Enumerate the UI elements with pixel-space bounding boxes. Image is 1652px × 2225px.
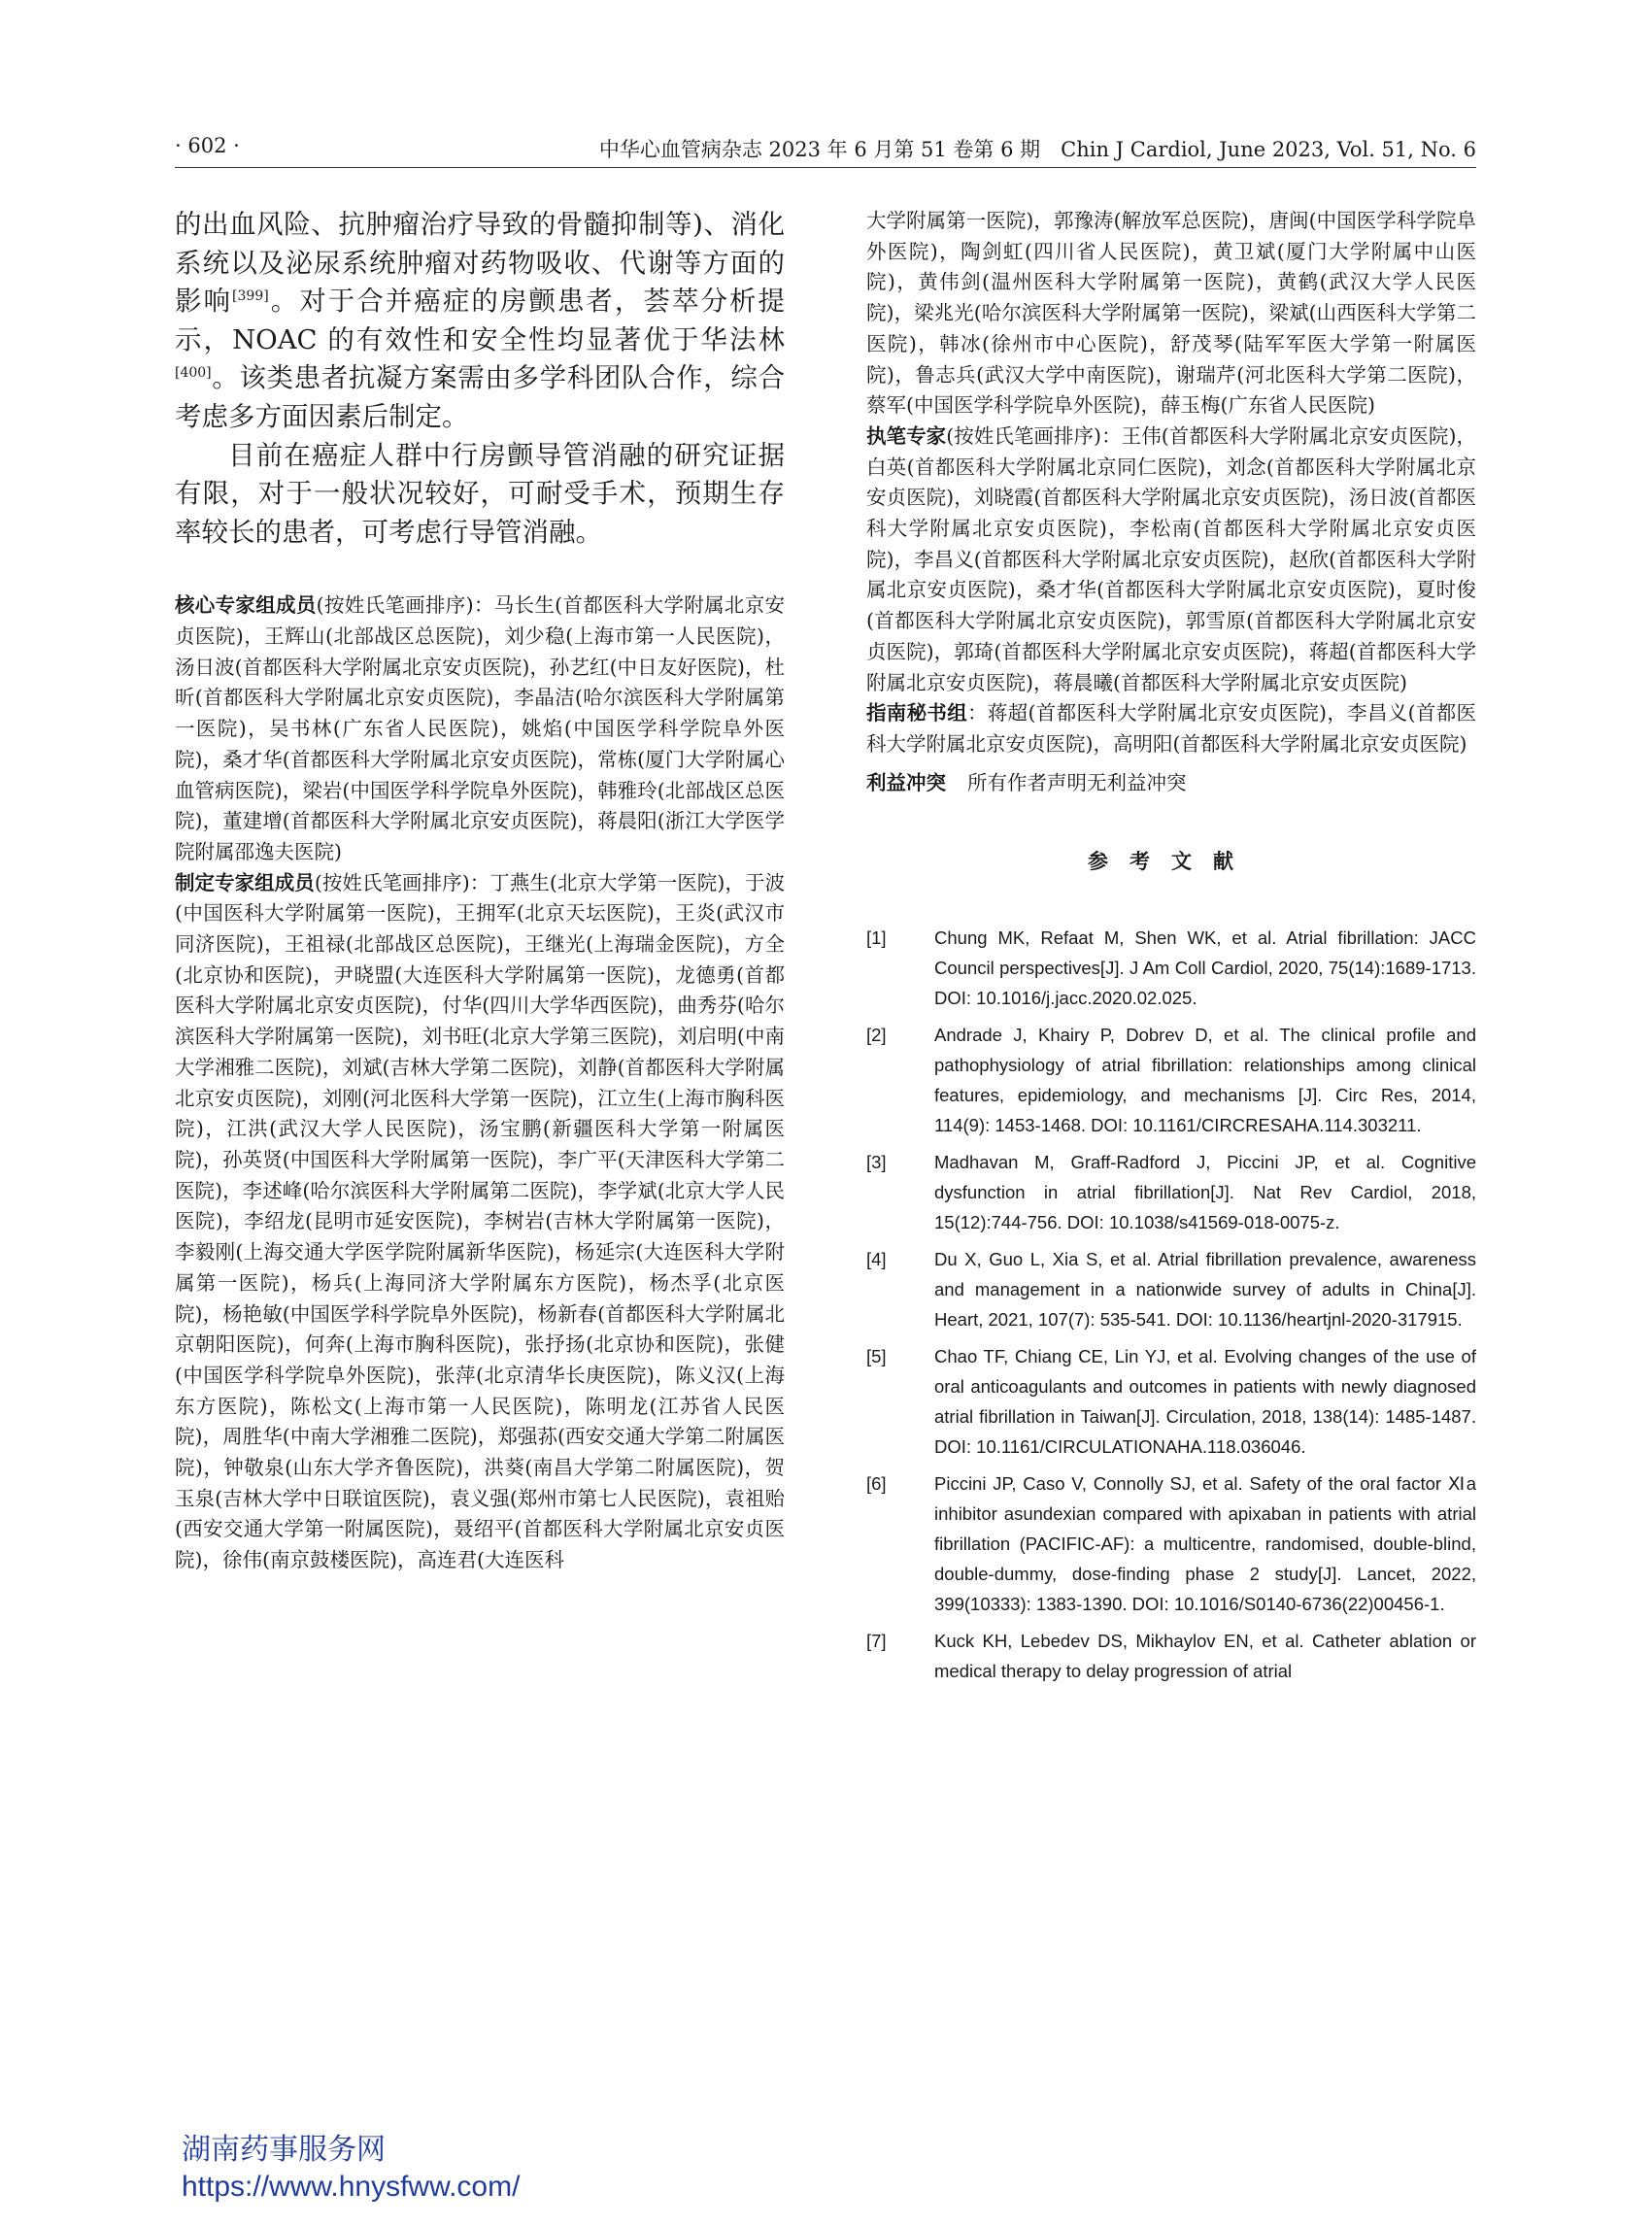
reference-item (866, 1244, 1476, 1334)
reference-list (866, 923, 1476, 1686)
watermark-url-link[interactable]: https://www.hnysfww.com/ (182, 2171, 521, 2203)
reference-number: [3] (866, 1152, 887, 1173)
drafting-expert-group (175, 868, 785, 1576)
writing-expert-group (866, 421, 1476, 698)
secretary-list: ：蒋超(首都医科大学附属北京安贞医院)，李昌义(首都医科大学附属北京安贞医院)，高明阳(首都医科大学附属北京安贞医院) (866, 701, 1477, 756)
left-column (175, 206, 785, 1576)
journal-running-head: 中华心血管病杂志 2023 年 6 月第 51 卷第 6 期 Chin J Cardiol, June 2023, Vol. 51, No. 6 (598, 138, 1476, 161)
references-heading: 参考文献 (1088, 850, 1255, 874)
reference-item (866, 1341, 1476, 1462)
site-watermark (182, 2132, 520, 2206)
drafting-expert-list: (按姓氏笔画排序)：丁燕生(北京大学第一医院)，于波(中国医科大学附属第一医院)，王拥军(北京天坛医院)，王炎(武汉市同济医院)，王祖禄(北部战区总医院)，王继光(上海瑞金医院)，方全(北京协和医院)，尹晓盟(大连医科大学附属第一医院)，龙德勇(首都医科大学附属北京安贞医院)，付华(四川大学华西医院)，曲秀芬(哈尔滨医科大学附属第一医院)，刘书旺(北京大学第三医院)，刘启明(中南大学湘雅二医院)，刘斌(吉林大学第二医院)，刘静(首都医科大学附属北京安贞医院)，刘刚(河北医科大学第一医院)，江立生(上海市胸科医院)，江洪(武汉大学人民医院)，汤宝鹏(新疆医科大学第一附属医院)，孙英贤(中国医科大学附属第一医院)，李广平(天津医科大学第二医院)，李述峰(哈尔滨医科大学附属第二医院)，李学斌(北京大学人民医院)，李绍龙(昆明市延安医院)，李树岩(吉林大学附属第一医院)，李毅刚(上海交通大学医学院附属新华医院)，杨延宗(大连医科大学附属第一医院)，杨兵(上海同济大学附属东方医院)，杨杰孚(北京医院)，杨艳敏(中国医学科学院阜外医院)，杨新春(首都医科大学附属北京朝阳医院)，何奔(上海市胸科医院)，张抒扬(北京协和医院)，张健(中国医学科学院阜外医院)，张萍(北京清华长庚医院)，陈义汉(上海东方医院)，陈松文(上海市第一人民医院)，陈明龙(江苏省人民医院)，周胜华(中南大学湘雅二医院)，郑强荪(西安交通大学第二附属医院)，钟敬泉(山东大学齐鲁医院)，洪葵(南昌大学第二附属医院)，贺玉泉(吉林大学中日联谊医院)，袁义强(郑州市第七人民医院)，袁祖贻(西安交通大学第一附属医院)，聂绍平(首都医科大学附属北京安贞医院)，徐伟(南京鼓楼医院)，高连君(大连医科 (175, 870, 785, 1572)
core-expert-label: 核心专家组成员 (175, 593, 317, 618)
body-paragraph-1: 的出血风险、抗肿瘤治疗导致的骨髓抑制等)、消化系统以及泌尿系统肿瘤对药物吸收、代谢等方面的影响[399]。对于合并癌症的房颤患者，荟萃分析提示，NOAC 的有效性和安全性均显著优于华法林[400]。该类患者抗凝方案需由多学科团队合作，综合考虑多方面因素后制定。 (175, 209, 786, 432)
reference-text: Du X, Guo L, Xia S, et al. Atrial fibrillation prevalence, awareness and management in a nationwide survey of adults in China[J]. Heart, 2021, 107(7): 535-541. DOI: 10.1136/heartjnl-2020-317915. (934, 1249, 1476, 1331)
writing-expert-list: (按姓氏笔画排序)：王伟(首都医科大学附属北京安贞医院)，白英(首都医科大学附属北京同仁医院)，刘念(首都医科大学附属北京安贞医院)，刘晓霞(首都医科大学附属北京安贞医院)，汤日波(首都医科大学附属北京安贞医院)，李松南(首都医科大学附属北京安贞医院)，李昌义(首都医科大学附属北京安贞医院)，赵欣(首都医科大学附属北京安贞医院)，桑才华(首都医科大学附属北京安贞医院)，夏时俊(首都医科大学附属北京安贞医院)，郭雪原(首都医科大学附属北京安贞医院)，郭琦(首都医科大学附属北京安贞医院)，蒋超(首都医科大学附属北京安贞医院)，蒋晨曦(首都医科大学附属北京安贞医院) (866, 423, 1476, 694)
conflict-of-interest-label: 利益冲突 (866, 770, 946, 794)
core-expert-list: (按姓氏笔画排序)：马长生(首都医科大学附属北京安贞医院)，王辉山(北部战区总医院)，刘少稳(上海市第一人民医院)，汤日波(首都医科大学附属北京安贞医院)，孙艺红(中日友好医院)，杜昕(首都医科大学附属北京安贞医院)，李晶洁(哈尔滨医科大学附属第一医院)，吴书林(广东省人民医院)，姚焰(中国医学科学院阜外医院)，桑才华(首都医科大学附属北京安贞医院)，常栋(厦门大学附属心血管病医院)，梁岩(中国医学科学院阜外医院)，韩雅玲(北部战区总医院)，董建增(首都医科大学附属北京安贞医院)，蒋晨阳(浙江大学医学院附属邵逸夫医院) (175, 593, 786, 863)
page-header (175, 134, 1476, 168)
reference-text: Kuck KH, Lebedev DS, Mikhaylov EN, et al. Catheter ablation or medical therapy to delay progression of atrial (934, 1631, 1476, 1682)
reference-text: Andrade J, Khairy P, Dobrev D, et al. The clinical profile and pathophysiology of atrial fibrillation: relationships among clinical features, epidemiology, and mechanisms [J]. Circ Res, 2014, 114(9): 1453-1468. DOI: 10.1161/CIRCRESAHA.114.303211. (934, 1025, 1476, 1136)
drafting-expert-list-continued: 大学附属第一医院)，郭豫涛(解放军总医院)，唐闽(中国医学科学院阜外医院)，陶剑虹(四川省人民医院)，黄卫斌(厦门大学附属中山医院)，黄伟剑(温州医科大学附属第一医院)，黄鹤(武汉大学人民医院)，梁兆光(哈尔滨医科大学附属第一医院)，梁斌(山西医科大学第二医院)，韩冰(徐州市中心医院)，舒茂琴(陆军军医大学第一附属医院)，鲁志兵(武汉大学中南医院)，谢瑞芹(河北医科大学第二医院)，蔡军(中国医学科学院阜外医院)，薛玉梅(广东省人民医院) (866, 209, 1476, 418)
reference-number: [4] (866, 1249, 887, 1270)
reference-text: Madhavan M, Graff-Radford J, Piccini JP, et al. Cognitive dysfunction in atrial fibrillation[J]. Nat Rev Cardiol, 2018, 15(12):744-756. DOI: 10.1038/s41569-018-0075-z. (934, 1152, 1476, 1233)
drafting-expert-label: 制定专家组成员 (175, 870, 315, 894)
reference-item (866, 1147, 1476, 1237)
reference-number: [1] (866, 927, 887, 949)
citation-400[interactable]: [400] (175, 365, 212, 382)
page-number: · 602 · (175, 134, 240, 157)
secretary-group (866, 698, 1476, 759)
reference-item (866, 923, 1476, 1013)
conflict-of-interest (866, 768, 1476, 799)
watermark-site-name: 湖南药事服务网 (182, 2134, 386, 2166)
reference-text: Piccini JP, Caso V, Connolly SJ, et al. Safety of the oral factor Ⅺa inhibitor asundexian compared with apixaban in patients with atrial fibrillation (PACIFIC-AF): a multicentre, randomised, double-blind, double-dummy, dose-finding phase 2 study[J]. Lancet, 2022, 399(10333): 1383-1390. DOI: 10.1016/S0140-6736(22)00456-1. (934, 1473, 1476, 1615)
reference-number: [5] (866, 1346, 887, 1367)
body-paragraph-2: 目前在癌症人群中行房颤导管消融的研究证据有限，对于一般状况较好，可耐受手术，预期生存率较长的患者，可考虑行导管消融。 (175, 439, 785, 548)
reference-item (866, 1468, 1476, 1619)
reference-number: [6] (866, 1473, 887, 1495)
writing-expert-label: 执笔专家 (866, 423, 947, 448)
reference-text: Chung MK, Refaat M, Shen WK, et al. Atrial fibrillation: JACC Council perspectives[J]. J Am Coll Cardiol, 2020, 75(14):1689-1713. DOI: 10.1016/j.jacc.2020.02.025. (934, 927, 1476, 1009)
conflict-of-interest-text: 所有作者声明无利益冲突 (967, 770, 1187, 794)
reference-number: [2] (866, 1025, 887, 1046)
reference-item (866, 1020, 1476, 1140)
core-expert-group (175, 590, 785, 867)
reference-number: [7] (866, 1631, 887, 1652)
reference-text: Chao TF, Chiang CE, Lin YJ, et al. Evolving changes of the use of oral anticoagulants and outcomes in patients with newly diagnosed atrial fibrillation in Taiwan[J]. Circulation, 2018, 138(14): 1485-1487. DOI: 10.1161/CIRCULATIONAHA.118.036046. (934, 1346, 1476, 1458)
right-column (866, 206, 1476, 1693)
citation-399[interactable]: [399] (232, 288, 269, 305)
reference-item (866, 1626, 1476, 1686)
secretary-label: 指南秘书组 (866, 701, 968, 725)
